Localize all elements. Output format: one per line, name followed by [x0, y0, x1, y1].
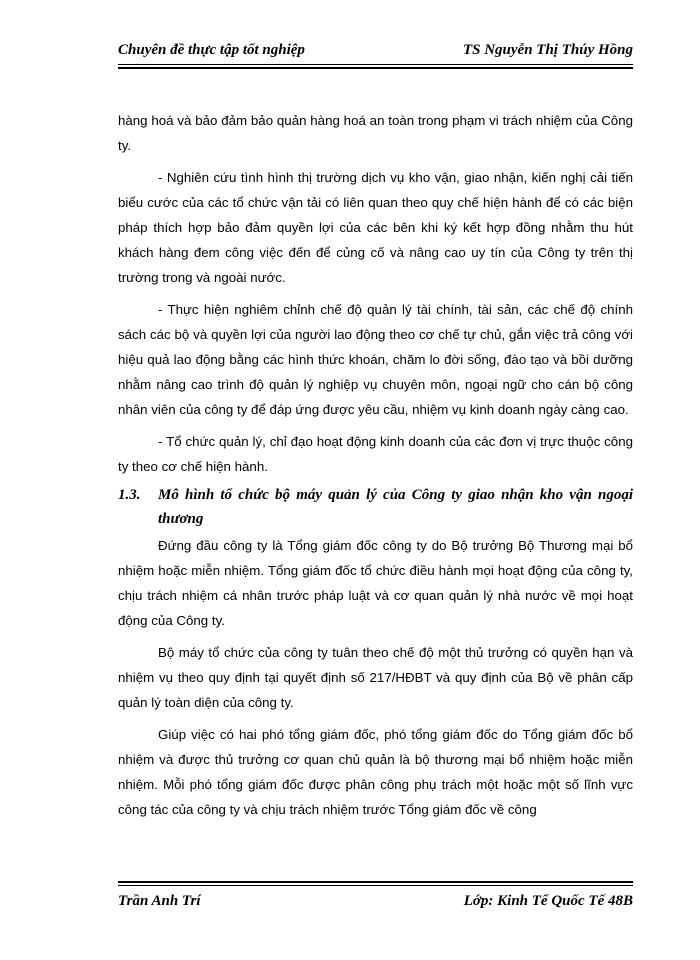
- header-author: TS Nguyễn Thị Thúy Hồng: [462, 42, 633, 58]
- paragraph-4: - Tổ chức quản lý, chỉ đạo hoạt động kinh doanh của các đơn vị trực thuộc công ty theo cơ chế hiện hành.: [118, 434, 633, 474]
- header-rule-thin: [118, 64, 633, 65]
- header-rule-thick: [118, 67, 633, 69]
- footer-rule-thick: [118, 881, 633, 883]
- section-heading: [118, 483, 633, 531]
- footer-class: Lớp: Kinh Tế Quốc Tế 48B: [463, 893, 633, 909]
- page-header: [118, 38, 633, 64]
- paragraph-1: hàng hoá và bảo đảm bảo quản hàng hoá an toàn trong phạm vi trách nhiệm của Công ty.: [118, 113, 633, 153]
- footer-rule-thin: [118, 885, 633, 886]
- section-number: 1.3.: [118, 487, 141, 503]
- paragraph-5: Đứng đầu công ty là Tổng giám đốc công ty do Bộ trưởng Bộ Thương mại bổ nhiệm hoặc miễn nhiệm. Tổng giám đốc tổ chức điều hành mọi hoạt động của công ty, chịu trách nhiệm cá nhân trước pháp luật và cơ quan quản lý nhà nước về mọi hoạt động của Công ty.: [118, 538, 633, 628]
- section-title: Mô hình tổ chức bộ máy quản lý của Công ty giao nhận kho vận ngoại thương: [158, 487, 633, 527]
- paragraph-7: Giúp việc có hai phó tổng giám đốc, phó tổng giám đốc do Tổng giám đốc bổ nhiệm và được thủ trưởng cơ quan chủ quản là bộ thương mại bổ nhiệm hoặc miễn nhiệm. Mỗi phó tổng giám đốc được phân công phụ trách một hoặc một số lĩnh vực công tác của công ty và chịu trách nhiệm trước Tổng giám đốc về công: [118, 727, 633, 817]
- paragraph-2: - Nghiên cứu tình hình thị trường dịch vụ kho vận, giao nhận, kiến nghị cải tiến biểu cước của các tổ chức vận tải có liên quan theo quy chế hiện hành để có các biện pháp thích hợp bảo đảm quyền lợi của các bên khi ký kết hợp đồng nhằm thu hút khách hàng đem công việc đến để củng cố và nâng cao uy tín của Công ty trên thị trường trong và ngoài nước.: [118, 170, 633, 285]
- paragraph-3: - Thực hiện nghiêm chỉnh chế độ quản lý tài chính, tài sản, các chế độ chính sách các bộ và quyền lợi của người lao động theo cơ chế tự chủ, gắn việc trả công với hiệu quả lao động bằng các hình thức khoán, chăm lo đời sống, đào tạo và bồi dưỡng nhằm nâng cao trình độ quản lý nghiệp vụ chuyên môn, ngoại ngữ cho cán bộ công nhân viên của công ty để đáp ứng được yêu cầu, nhiệm vụ kinh doanh ngày càng cao.: [118, 302, 633, 417]
- page-footer: [118, 893, 633, 917]
- page-body: [118, 108, 633, 822]
- paragraph-6: Bộ máy tổ chức của công ty tuân theo chế độ một thủ trưởng có quyền hạn và nhiệm vụ theo quy định tại quyết định số 217/HĐBT và quy định của Bộ về phân cấp quản lý toàn diện của công ty.: [118, 645, 633, 710]
- header-title: Chuyên đề thực tập tốt nghiệp: [118, 42, 305, 58]
- footer-student-name: Trần Anh Trí: [118, 893, 201, 909]
